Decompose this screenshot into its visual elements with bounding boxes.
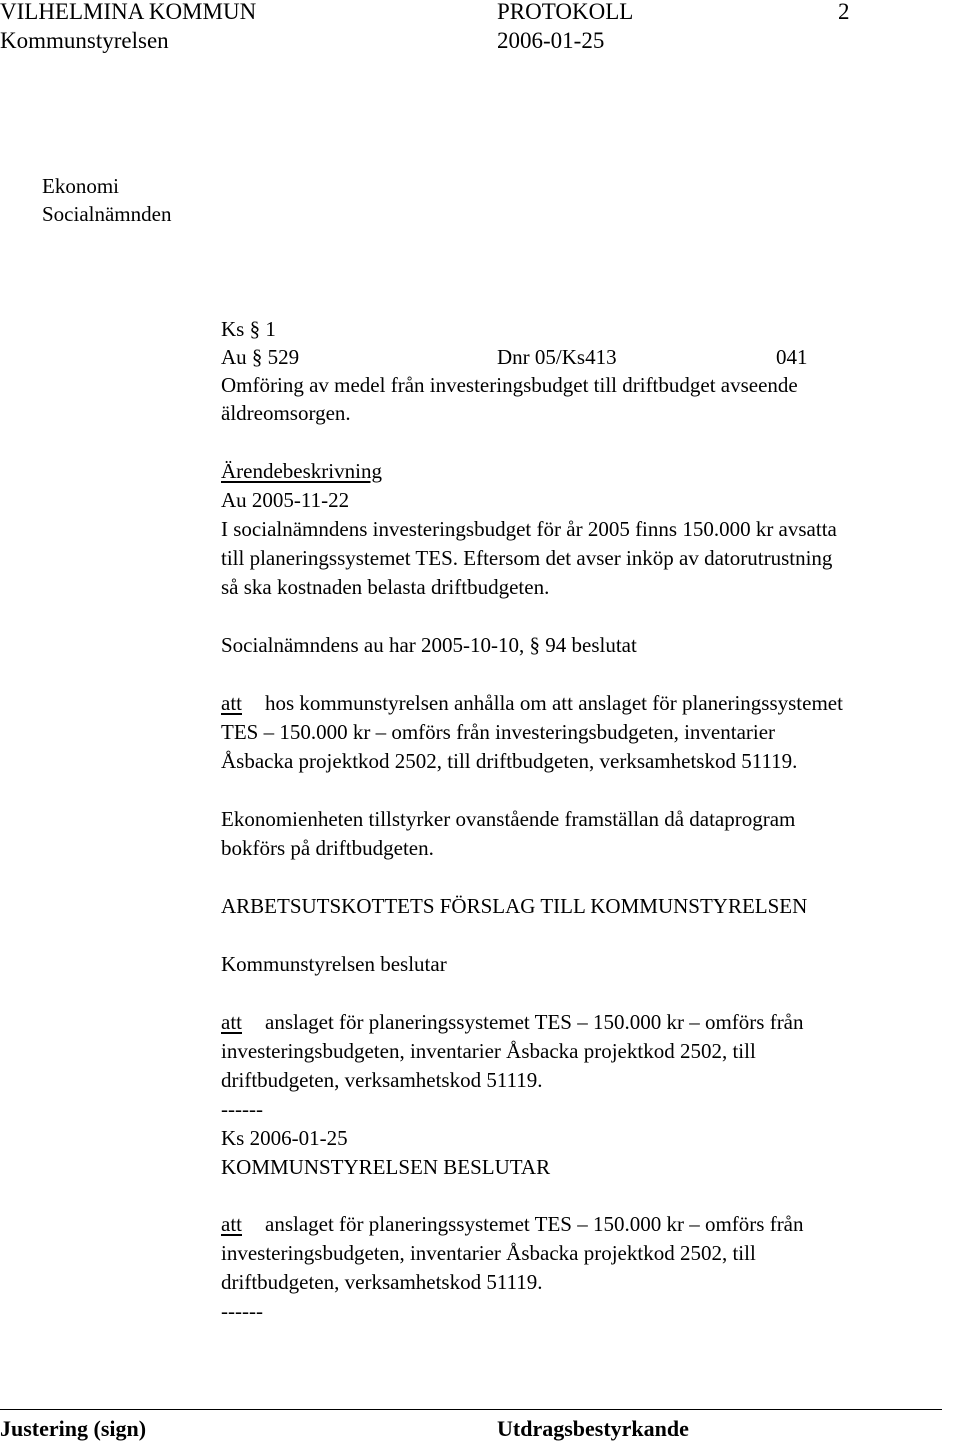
finance-statement-line-1: Ekonomienheten tillstyrker ovanstående framställan då dataprogram bbox=[221, 807, 796, 831]
diary-number: Dnr 05/Ks413 bbox=[497, 345, 617, 369]
page-number: 2 bbox=[838, 0, 850, 24]
att-marker: att bbox=[221, 691, 242, 715]
case-title-line-1: Omföring av medel från investeringsbudget till driftbudget avseende bbox=[221, 373, 798, 397]
ks-reference: Ks § 1 bbox=[221, 317, 276, 341]
subject-line-1: Ekonomi bbox=[42, 174, 119, 198]
committee-name: Kommunstyrelsen bbox=[0, 28, 169, 53]
request-line-1: hos kommunstyrelsen anhålla om att anslaget för planeringssystemet bbox=[265, 691, 843, 715]
description-line-2: till planeringssystemet TES. Eftersom det avser inköp av datorutrustning bbox=[221, 546, 833, 570]
decision-line-3: driftbudgeten, verksamhetskod 51119. bbox=[221, 1270, 543, 1294]
subject-line-2: Socialnämnden bbox=[42, 202, 172, 226]
proposal-heading: ARBETSUTSKOTTETS FÖRSLAG TILL KOMMUNSTYRELSEN bbox=[221, 894, 808, 918]
proposal-line-3: driftbudgeten, verksamhetskod 51119. bbox=[221, 1068, 543, 1092]
finance-statement-line-2: bokförs på driftbudgeten. bbox=[221, 836, 434, 860]
social-committee-decision: Socialnämndens au har 2005-10-10, § 94 beslutat bbox=[221, 633, 637, 657]
request-line-2: TES – 150.000 kr – omförs från investeringsbudgeten, inventarier bbox=[221, 720, 776, 744]
description-heading: Ärendebeskrivning bbox=[221, 459, 382, 483]
case-title-line-2: äldreomsorgen. bbox=[221, 401, 351, 425]
description-line-1: I socialnämndens investeringsbudget för år 2005 finns 150.000 kr avsatta bbox=[221, 517, 837, 541]
meeting-date: 2006-01-25 bbox=[497, 28, 605, 53]
decision-line-1: anslaget för planeringssystemet TES – 150.000 kr – omförs från bbox=[265, 1212, 804, 1236]
proposal-separator: ------ bbox=[221, 1097, 263, 1121]
description-line-3: så ska kostnaden belasta driftbudgeten. bbox=[221, 575, 550, 599]
footer-signature-label: Justering (sign) bbox=[0, 1416, 147, 1441]
decision-ks-date: Ks 2006-01-25 bbox=[221, 1126, 348, 1150]
footer-rule bbox=[0, 1409, 942, 1410]
municipality-name: VILHELMINA KOMMUN bbox=[0, 0, 257, 24]
proposal-line-2: investeringsbudgeten, inventarier Åsbacka projektkod 2502, till bbox=[221, 1039, 756, 1063]
proposal-line-1: anslaget för planeringssystemet TES – 150.000 kr – omförs från bbox=[265, 1010, 804, 1034]
decision-heading: KOMMUNSTYRELSEN BESLUTAR bbox=[221, 1155, 551, 1179]
request-line-3: Åsbacka projektkod 2502, till driftbudgeten, verksamhetskod 51119. bbox=[221, 749, 798, 773]
footer-certification-label: Utdragsbestyrkande bbox=[497, 1416, 689, 1441]
au-reference: Au § 529 bbox=[221, 345, 300, 369]
decision-separator: ------ bbox=[221, 1299, 263, 1323]
proposal-att-marker: att bbox=[221, 1010, 242, 1034]
decision-att-marker: att bbox=[221, 1212, 242, 1236]
decision-line-2: investeringsbudgeten, inventarier Åsbacka projektkod 2502, till bbox=[221, 1241, 756, 1265]
au-date: Au 2005-11-22 bbox=[221, 488, 350, 512]
document-type: PROTOKOLL bbox=[497, 0, 634, 24]
proposal-intro: Kommunstyrelsen beslutar bbox=[221, 952, 447, 976]
case-code: 041 bbox=[776, 345, 808, 369]
